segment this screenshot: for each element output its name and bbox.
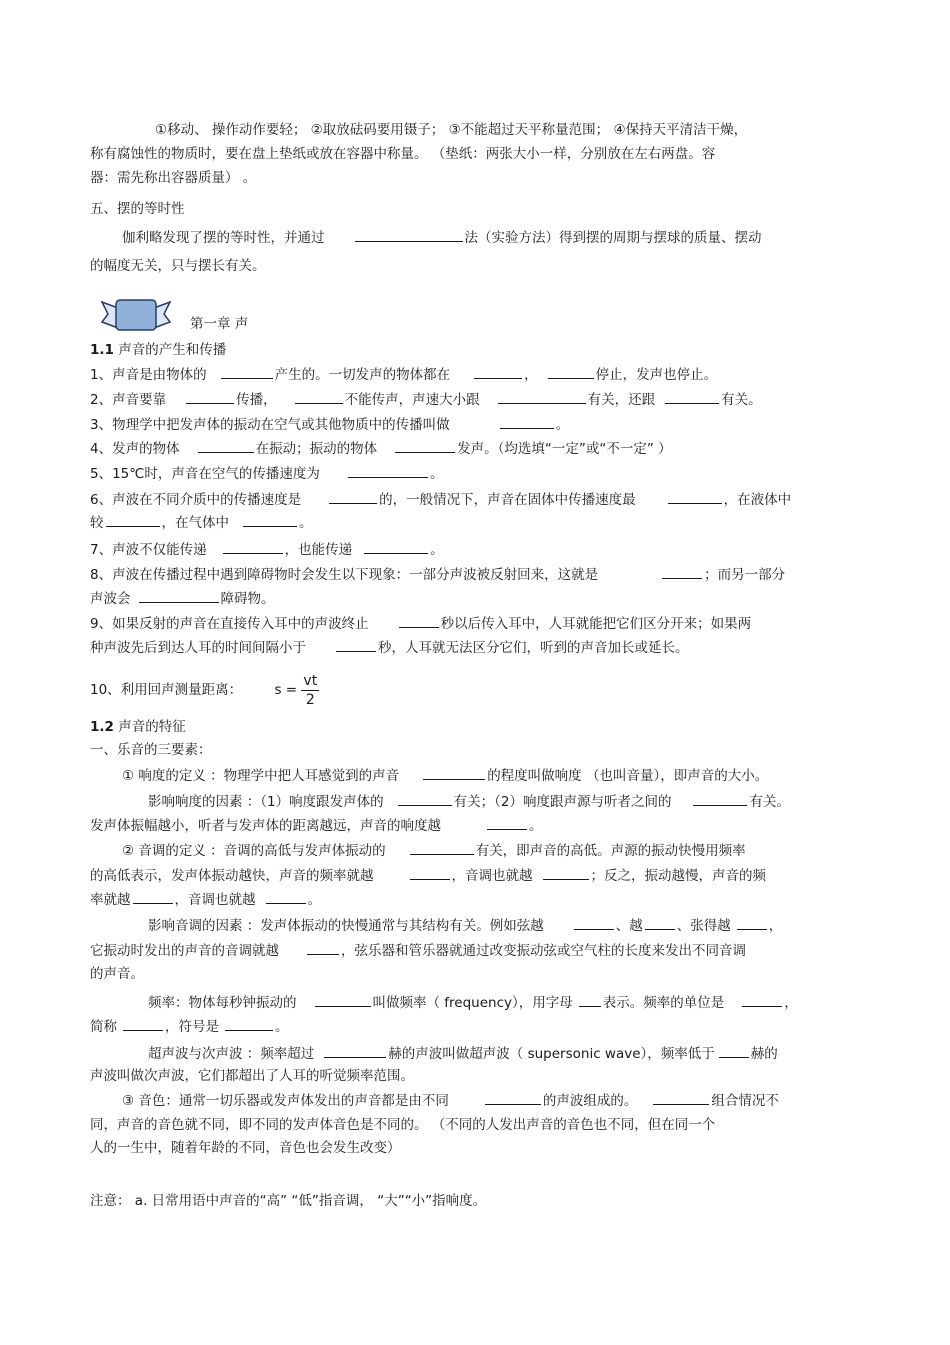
question-6: 6、声波在不同介质中的传播速度是 的，一般情况下，声音在固体中传播速度最 ，在液体中	[90, 489, 791, 510]
section-heading: 1.2 声音的特征	[90, 719, 186, 735]
timbre-definition: ③ 音色：通常一切乐器或发声体发出的声音都是由不同 的声波组成的。 组合情况不	[122, 1090, 779, 1111]
answer-blank[interactable]	[737, 915, 767, 930]
answer-blank[interactable]	[548, 364, 594, 379]
answer-blank[interactable]	[693, 791, 747, 806]
answer-blank[interactable]	[574, 915, 614, 930]
answer-blank[interactable]	[474, 364, 522, 379]
question-4: 4、发声的物体 在振动；振动的物体 发声。（均选填“一定”或“不一定” ）	[90, 438, 672, 459]
answer-blank[interactable]	[186, 389, 234, 404]
question-9: 9、如果反射的声音在直接传入耳中的声波终止 秒以后传入耳中，人耳就能把它们区分开来；如果两	[90, 613, 751, 634]
answer-blank[interactable]	[243, 512, 297, 527]
answer-blank[interactable]	[266, 889, 306, 904]
text-line: 的幅度无关，只与摆长有关。	[90, 258, 266, 274]
text-line: ①移动、 操作动作要轻； ②取放砝码要用镊子； ③不能超过天平称量范围； ④保持天平清洁干燥，	[155, 122, 748, 138]
ultrasound-infrasound: 超声波与次声波 ：频率超过 赫的声波叫做超声波（ supersonic wave），频率低于 赫的	[148, 1043, 778, 1064]
question-7: 7、声波不仅能传递 ，也能传递 。	[90, 539, 444, 560]
text-line: 声波叫做次声波，它们都超出了人耳的听觉频率范围。	[90, 1068, 414, 1084]
answer-blank[interactable]	[133, 889, 173, 904]
text-line: 简称 ，符号是 。	[90, 1016, 289, 1037]
chapter-title: 第一章 声	[190, 316, 249, 332]
question-8: 8、声波在传播过程中遇到障碍物时会发生以下现象：一部分声波被反射回来，这就是 ；而另一部分	[90, 564, 785, 585]
question-10: 10、利用回声测量距离： s = $\frac{vt}{2}$	[90, 672, 318, 708]
text-line: 人的一生中，随着年龄的不同，音色也会发生改变）	[90, 1140, 401, 1156]
answer-blank[interactable]	[543, 865, 589, 880]
question-5: 5、15℃时，声音在空气的传播速度为 。	[90, 463, 443, 484]
answer-blank[interactable]	[498, 389, 586, 404]
loudness-factors: 影响响度的因素 ：（1）响度跟发声体的 有关；（2）响度跟声源与听者之间的 有关。	[148, 791, 790, 812]
text-line: 的高低表示，发声体振动越快，声音的频率就越 ，音调也就越 ；反之，振动越慢，声音的频	[90, 865, 766, 886]
text-line: 发声体振幅越小，听者与发声体的距离越远，声音的响度越 。	[90, 815, 543, 836]
answer-blank[interactable]	[410, 840, 474, 855]
answer-blank[interactable]	[307, 940, 339, 955]
answer-blank[interactable]	[665, 389, 719, 404]
answer-blank[interactable]	[123, 1016, 163, 1031]
text-line: 同，声音的音色就不同，即不同的发声体音色是不同的。 （不同的人发出声音的音色也不同，但在同一个	[90, 1117, 716, 1133]
answer-blank[interactable]	[324, 1043, 386, 1058]
answer-blank[interactable]	[364, 539, 428, 554]
banner-icon	[100, 296, 172, 336]
note: 注意： a. 日常用语中声音的“高” “低”指音调， “大”“小”指响度。	[90, 1193, 487, 1209]
answer-blank[interactable]	[198, 438, 254, 453]
section-heading: 五、摆的等时性	[90, 201, 185, 217]
answer-blank[interactable]	[742, 992, 782, 1007]
echo-formula: s = $\frac{vt}{2}$	[274, 672, 318, 708]
answer-blank[interactable]	[485, 1090, 541, 1105]
answer-blank[interactable]	[645, 915, 675, 930]
text-line: 称有腐蚀性的物质时，要在盘上垫纸或放在容器中称量。 （垫纸：两张大小一样，分别放在左右两盘。容	[90, 146, 716, 162]
answer-blank[interactable]	[653, 1090, 709, 1105]
answer-blank[interactable]	[719, 1043, 749, 1058]
question-1: 1、声音是由物体的 产生的。一切发声的物体都在 ， 停止，发声也停止。	[90, 364, 717, 385]
text-line: 器：需先称出容器质量） 。	[90, 170, 257, 186]
answer-blank[interactable]	[487, 815, 527, 830]
answer-blank[interactable]	[395, 438, 455, 453]
answer-blank[interactable]	[348, 463, 428, 478]
answer-blank[interactable]	[221, 364, 273, 379]
question-6-cont: 较 ，在气体中 。	[90, 512, 313, 533]
answer-blank[interactable]	[225, 1016, 273, 1031]
text-line: 它振动时发出的声音的音调就越 ，弦乐器和管乐器就通过改变振动弦或空气柱的长度来发出不同音调	[90, 940, 746, 961]
answer-blank[interactable]	[336, 637, 376, 652]
answer-blank[interactable]	[579, 992, 601, 1007]
answer-blank[interactable]	[295, 389, 343, 404]
question-2: 2、声音要靠 传播， 不能传声，声速大小跟 有关，还跟 有关。	[90, 389, 762, 410]
answer-blank[interactable]	[662, 564, 702, 579]
answer-blank[interactable]	[106, 512, 160, 527]
text-line: 一、乐音的三要素：	[90, 742, 212, 758]
text-line: 伽利略发现了摆的等时性，并通过 法（实验方法）得到摆的周期与摆球的质量、摆动	[122, 227, 762, 248]
answer-blank[interactable]	[410, 865, 450, 880]
question-8-cont: 声波会 障碍物。	[90, 588, 275, 609]
answer-blank[interactable]	[355, 227, 463, 242]
answer-blank[interactable]	[423, 765, 485, 780]
answer-blank[interactable]	[399, 613, 439, 628]
answer-blank[interactable]	[315, 992, 371, 1007]
text-line: 率就越 ，音调也就越 。	[90, 889, 321, 910]
answer-blank[interactable]	[668, 489, 722, 504]
answer-blank[interactable]	[329, 489, 377, 504]
question-3: 3、物理学中把发声体的振动在空气或其他物质中的传播叫做 。	[90, 414, 569, 435]
question-9-cont: 种声波先后到达人耳的时间间隔小于 秒，人耳就无法区分它们，听到的声音加长或延长。	[90, 637, 689, 658]
answer-blank[interactable]	[223, 539, 283, 554]
section-heading: 1.1 声音的产生和传播	[90, 342, 227, 358]
frequency-definition: 频率：物体每秒钟振动的 叫做频率（ frequency），用字母 表示。频率的单位是 ，	[148, 992, 798, 1013]
answer-blank[interactable]	[398, 791, 452, 806]
pitch-definition: ② 音调的定义 ：音调的高低与发声体振动的 有关，即声音的高低。声源的振动快慢用频率	[122, 840, 746, 861]
answer-blank[interactable]	[139, 588, 219, 603]
text-line: 的声音。	[90, 966, 144, 982]
pitch-factors: 影响音调的因素 ：发声体振动的快慢通常与其结构有关。例如弦越 、越 、张得越 ，	[148, 915, 782, 936]
loudness-definition: ① 响度的定义 ：物理学中把人耳感觉到的声音 的程度叫做响度 （也叫音量），即声音的大小。	[122, 765, 768, 786]
answer-blank[interactable]	[500, 414, 554, 429]
